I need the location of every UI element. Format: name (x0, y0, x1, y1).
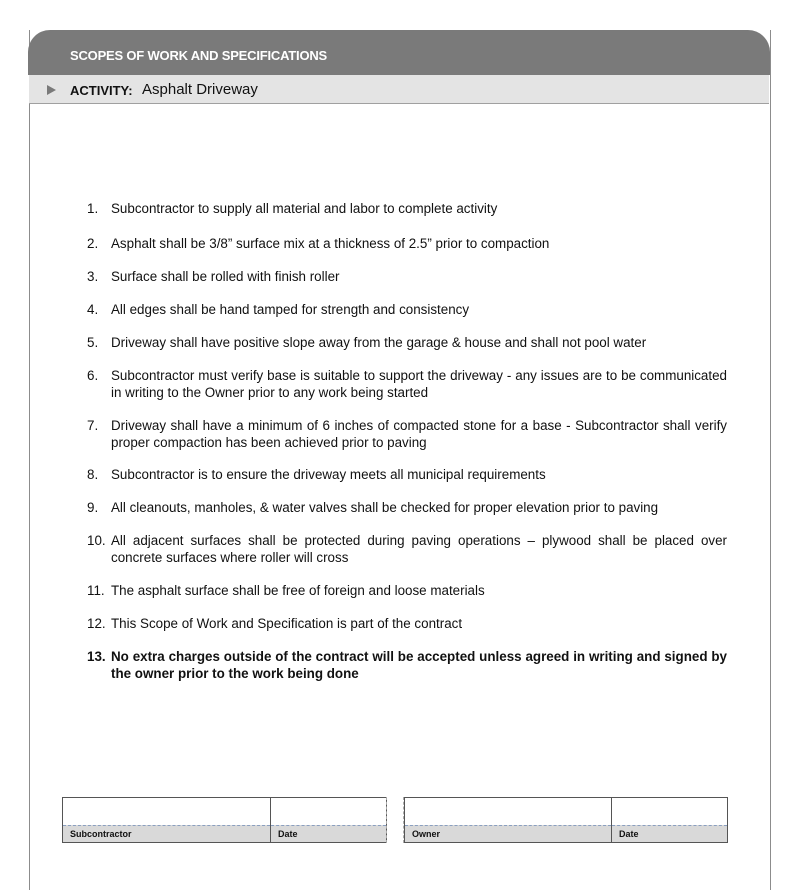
item-number: 9. (87, 500, 99, 515)
item-text: Driveway shall have a minimum of 6 inches of compacted stone for a base - Subcontractor shall verify proper compaction has been achieved prior to paving (111, 418, 727, 450)
item-text: Surface shall be rolled with finish roller (111, 269, 340, 284)
subcontractor-signature-field[interactable] (63, 798, 271, 842)
date-label: Date (271, 825, 386, 842)
item-number: 11. (87, 583, 105, 598)
item-text: No extra charges outside of the contract will be accepted unless agreed in writing and signed by the owner prior to the work being done (111, 649, 727, 681)
item-number: 5. (87, 335, 99, 350)
owner-label: Owner (405, 825, 611, 842)
item-number: 12. (87, 616, 106, 631)
document-frame (29, 30, 771, 890)
item-text: All cleanouts, manholes, & water valves shall be checked for proper elevation prior to paving (111, 500, 659, 515)
subcontractor-signature-block (62, 797, 387, 843)
owner-date-field[interactable] (612, 798, 727, 842)
item-text: Subcontractor must verify base is suitable to support the driveway - any issues are to be communicated in writing to the Owner prior to any work being started (111, 368, 727, 400)
section-header (28, 30, 770, 75)
item-number: 7. (87, 418, 99, 433)
item-text: Subcontractor to supply all material and labor to complete activity (111, 201, 498, 216)
item-text: This Scope of Work and Specification is part of the contract (111, 616, 463, 631)
item-text: Subcontractor is to ensure the driveway meets all municipal requirements (111, 467, 546, 482)
item-number: 1. (87, 201, 99, 216)
signature-divider (386, 797, 404, 843)
section-title: SCOPES OF WORK AND SPECIFICATIONS (70, 48, 328, 63)
item-text: All adjacent surfaces shall be protected during paving operations – plywood shall be placed over concrete surfaces where roller will cross (111, 533, 727, 565)
date-label: Date (612, 825, 727, 842)
item-text: Asphalt shall be 3/8” surface mix at a thickness of 2.5” prior to compaction (111, 236, 550, 251)
triangle-right-icon (47, 85, 56, 95)
item-text: The asphalt surface shall be free of foreign and loose materials (111, 583, 485, 598)
item-number: 10. (87, 533, 106, 548)
item-text: All edges shall be hand tamped for strength and consistency (111, 302, 470, 317)
item-number: 2. (87, 236, 99, 251)
owner-signature-block (404, 797, 728, 843)
subcontractor-date-field[interactable] (271, 798, 386, 842)
owner-signature-field[interactable] (405, 798, 612, 842)
item-number: 4. (87, 302, 99, 317)
item-number: 8. (87, 467, 99, 482)
activity-label: ACTIVITY: (70, 83, 133, 98)
item-number: 6. (87, 368, 99, 383)
subcontractor-label: Subcontractor (63, 825, 270, 842)
activity-value: Asphalt Driveway (142, 81, 258, 98)
activity-bar (29, 75, 769, 104)
item-number: 3. (87, 269, 99, 284)
item-number: 13. (87, 649, 106, 664)
item-text: Driveway shall have positive slope away from the garage & house and shall not pool water (111, 335, 647, 350)
